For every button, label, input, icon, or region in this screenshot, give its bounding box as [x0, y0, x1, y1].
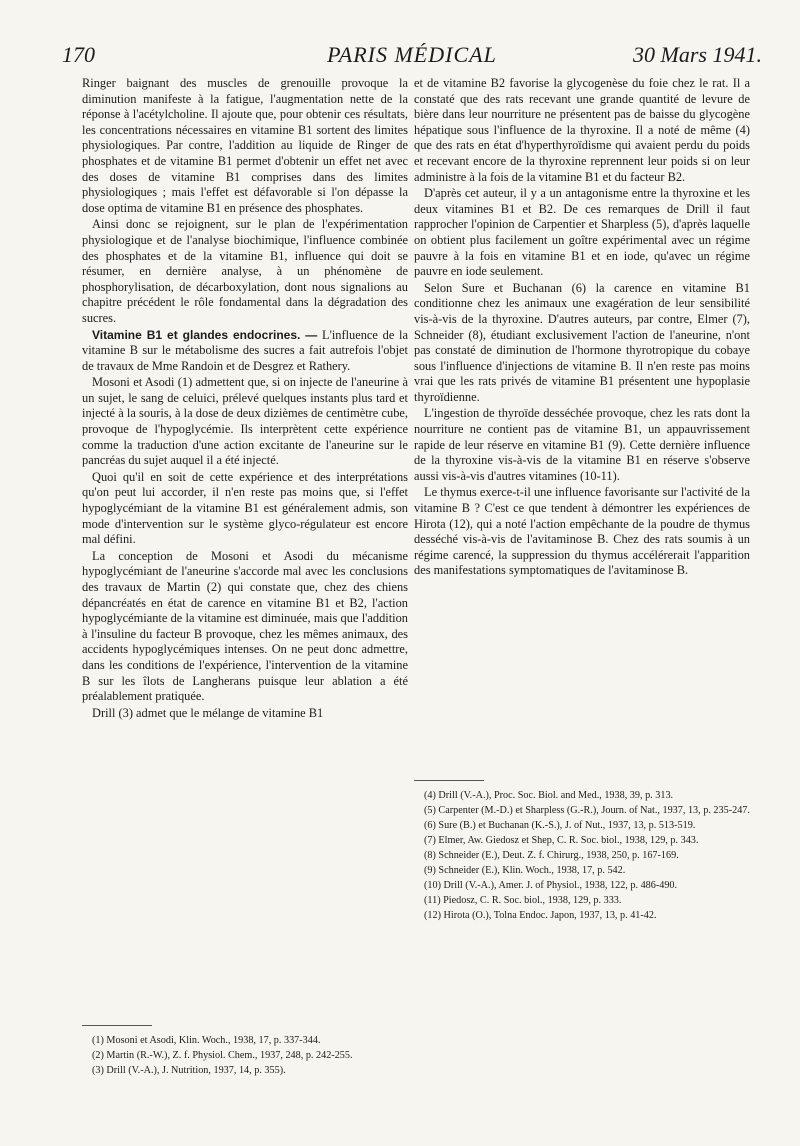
footnote: (1) Mosoni et Asodi, Klin. Woch., 1938, 17, p. 337-344. — [92, 1035, 321, 1046]
footnote: (11) Piedosz, C. R. Soc. biol., 1938, 129, p. 333. — [424, 895, 622, 906]
paragraph: Ringer baignant des muscles de grenouille provoque la diminution manifeste à la fatigue, l'augmentation nette de la réponse à l'acétylcholine. Il ajoute que, pour obtenir ces résultats, les concentrations nécessaires en vitamine B1 sortent des limites physiologiques. Par contre, l'addition au liquide de Ringer de phosphates et de vitamine B1 permet d'obtenir un effet net avec des doses de vitamine B1 comprises dans des limites physiologiques ; mais l'effet est défavorable si l'on dépasse la dose optima de vitamine B1 en présence des phosphates. — [82, 76, 408, 215]
footnotes-left — [82, 1015, 408, 1079]
footnote: (5) Carpenter (M.-D.) et Sharpless (G.-R.), Journ. of Nat., 1937, 13, p. 235-247. — [424, 805, 750, 816]
footnote: (7) Elmer, Aw. Giedosz et Shep, C. R. Soc. biol., 1938, 129, p. 343. — [424, 835, 699, 846]
page-number: 170 — [62, 42, 95, 67]
footnote: (8) Schneider (E.), Deut. Z. f. Chirurg., 1938, 250, p. 167-169. — [424, 850, 679, 861]
footnote: (9) Schneider (E.), Klin. Woch., 1938, 17, p. 542. — [424, 865, 626, 876]
page-header — [62, 40, 762, 76]
paragraph: Selon Sure et Buchanan (6) la carence en vitamine B1 conditionne chez les animaux une exagération de leur sensibilité vis-à-vis de la thyroxine. D'autres auteurs, par contre, Elmer (7), Schneider (8), étudiant exclusivement l'action de l'aneurine, n'ont pas constaté de diminution de l'hormone thyrotropique du cobaye sous l'influence d'injections de vitamine B. Il n'en reste pas moins vrai que les rats privés de vitamine B1 présentent une hypoplasie thyroïdienne. — [414, 280, 750, 404]
section-heading: Vitamine B1 et glandes endocrines. — — [92, 327, 318, 342]
footnote: (2) Martin (R.-W.), Z. f. Physiol. Chem., 1937, 248, p. 242-255. — [92, 1050, 353, 1061]
paragraph-with-heading — [82, 328, 408, 375]
paragraph: Drill (3) admet que le mélange de vitamine B1 — [92, 705, 324, 720]
issue-date: 30 Mars 1941. — [633, 42, 762, 67]
footnote: (10) Drill (V.-A.), Amer. J. of Physiol., 1938, 122, p. 486-490. — [424, 880, 678, 891]
paragraph: D'après cet auteur, il y a un antagonisme entre la thyroxine et les deux vitamines B1 et B2. De ces remarques de Drill il faut rapprocher l'opinion de Carpentier et Sharpless (5), d'après laquelle on obtient plus facilement un goître expérimental avec un régime pauvre à la fois en vitamine B1 et en iode, qu'avec un régime pauvre en iode seulement. — [414, 186, 750, 279]
footnote: (6) Sure (B.) et Buchanan (K.-S.), J. of Nut., 1937, 13, p. 513-519. — [424, 820, 696, 831]
paragraph: Quoi qu'il en soit de cette expérience et des interprétations qu'on peut lui accorder, il n'en reste pas moins que, si l'effet hypoglycémiant de la vitamine B1 est généralement admis, son mode d'intervention sur le système glyco-régulateur est encore mal défini. — [82, 469, 408, 547]
footnote: (4) Drill (V.-A.), Proc. Soc. Biol. and Med., 1938, 39, p. 313. — [424, 790, 674, 801]
paragraph: Mosoni et Asodi (1) admettent que, si on injecte de l'aneurine à un sujet, le sang de celuici, prélevé quelques instants plus tard et injecté à la souris, à la dose de deux dizièmes de centimètre cube, provoque de l'hypoglycémie. Ils interprètent cette expérience comme la traduction d'une action excitante de l'aneurine sur le pancréas du sujet auquel il a été injecté. — [82, 375, 408, 468]
footnote: (3) Drill (V.-A.), J. Nutrition, 1937, 14, p. 355). — [92, 1065, 286, 1076]
left-column — [82, 76, 408, 722]
footnote: (12) Hirota (O.), Tolna Endoc. Japon, 1937, 13, p. 41-42. — [424, 910, 657, 921]
paragraph: Ainsi donc se rejoignent, sur le plan de l'expérimentation physiologique et de l'analyse biochimique, l'influence combinée des phosphates et de la vitamine B1, influence qui doit se résumer, en dernière analyse, à un phénomène de phosphorylisation, de décarboxylation, dont nous signalions au chapitre précédent le rôle fondamental dans la dégradation des sucres. — [82, 217, 408, 325]
footnote-rule — [414, 780, 484, 781]
paragraph-text: L'influence de la vitamine B sur le métabolisme des sucres a fait autrefois l'objet de travaux de Mme Randoin et de Desgrez et Rathery. — [82, 327, 408, 373]
journal-title: PARIS MÉDICAL — [327, 42, 497, 67]
footnote-rule — [82, 1025, 152, 1026]
paragraph: L'ingestion de thyroïde desséchée provoque, chez les rats dont la nourriture ne contient pas de vitamine B1, un appauvrissement rapide de leur réserve en vitamine B1 (9). Cette dernière influence de la thyroxine vis-à-vis de la vitamine B1 en réserve s'observe aussi vis-à-vis d'autres vitamines (10-11). — [414, 406, 750, 483]
right-column — [414, 76, 750, 580]
paragraph: La conception de Mosoni et Asodi du mécanisme hypoglycémiant de l'aneurine s'accorde mal avec les conclusions des travaux de Martin (2) qui constate que, chez des chiens dépancréatés en état de carence en vitamine B1 et B2, l'action hypoglycémiante de la vitamine est diminuée, mais que l'addition à l'insuline du facteur B provoque, chez les mêmes animaux, des accidents hypoglycémiques intenses. On ne peut donc admettre, dans les conditions de l'expérience, l'intervention de la vitamine B sur les îlots de Langherans puisque leur ablation a été préalablement pratiquée. — [82, 548, 408, 704]
paragraph: et de vitamine B2 favorise la glycogenèse du foie chez le rat. Il a constaté que des rats recevant une grande quantité de levure de bière dans leur nourriture ne présentent pas de baisse du glycogène hépatique sous l'influence de la thyroxine. Il a noté de même (4) que des rats en état d'hyperthyroïdisme qui avaient perdu du poids et recevant encore de la thyroxine reprennent leur poids si on leur administre à la fois de la vitamine B1 et du facteur B2. — [414, 76, 750, 184]
paragraph: Le thymus exerce-t-il une influence favorisante sur l'activité de la vitamine B ? C'est ce que tendent à démontrer les expériences de Hirota (12), qui a noté l'action empêchante de la poudre de thymus desséché vis-à-vis de l'avitaminose B. Chez des rats soumis à un régime carencé, la suppression du thymus accélérerait l'apparition des manifestations symptomatiques de l'avitaminose B. — [414, 485, 750, 578]
footnotes-right — [414, 770, 750, 924]
